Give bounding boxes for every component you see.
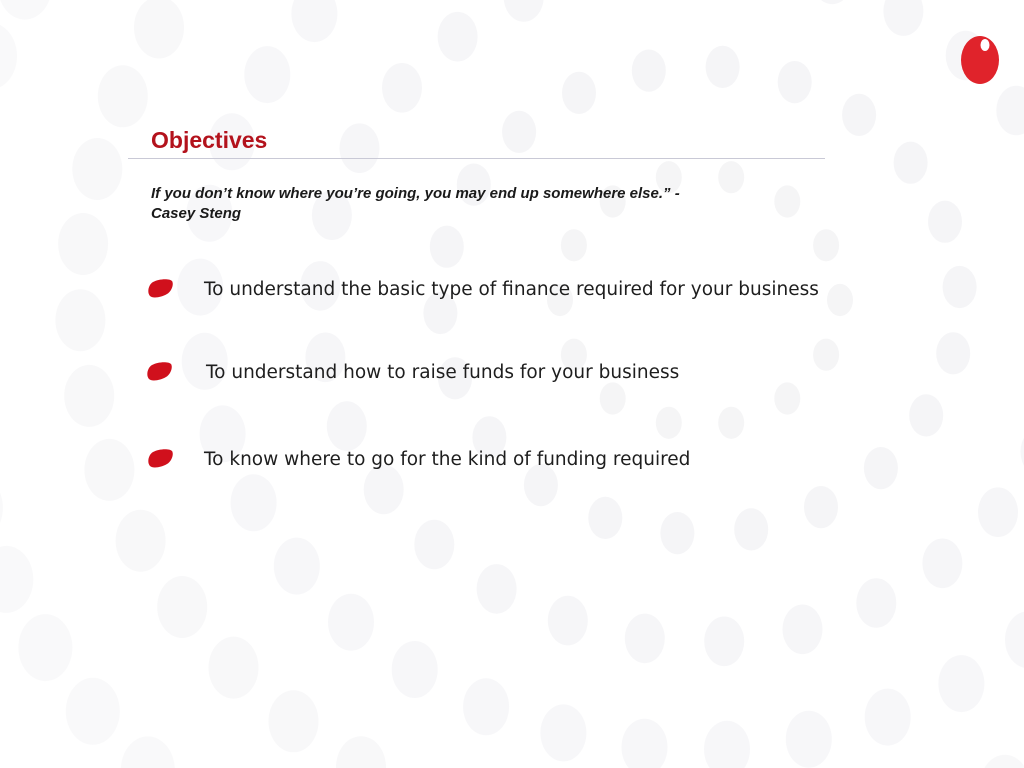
background-dot bbox=[978, 487, 1018, 537]
background-dot bbox=[842, 94, 876, 136]
background-dot bbox=[706, 46, 740, 88]
quote-line-1: If you don’t know where you’re going, you may end up somewhere else.” - bbox=[151, 185, 680, 202]
background-dot bbox=[856, 578, 896, 628]
background-dot bbox=[72, 138, 122, 200]
background-dot bbox=[718, 407, 744, 439]
background-dot bbox=[938, 655, 984, 712]
red-blob-bullet-icon bbox=[146, 362, 172, 382]
background-dot bbox=[561, 229, 587, 261]
background-dot bbox=[734, 508, 768, 550]
background-dot bbox=[269, 690, 319, 752]
background-dot bbox=[0, 546, 33, 613]
objective-item bbox=[147, 449, 907, 477]
background-dot bbox=[244, 46, 290, 103]
objective-item bbox=[147, 279, 907, 307]
background-dot bbox=[865, 689, 911, 746]
background-dot bbox=[340, 123, 380, 173]
background-dot bbox=[414, 520, 454, 570]
background-dot bbox=[632, 50, 666, 92]
background-dot bbox=[936, 332, 970, 374]
background-dot bbox=[548, 596, 588, 646]
background-dot bbox=[382, 63, 422, 113]
background-dot bbox=[909, 394, 943, 436]
background-dot bbox=[55, 289, 105, 351]
slide-title: Objectives bbox=[151, 127, 268, 153]
background-dot bbox=[704, 721, 750, 768]
background-dot bbox=[660, 512, 694, 554]
background-dot bbox=[928, 201, 962, 243]
background-dot bbox=[996, 86, 1024, 136]
background-dot bbox=[66, 678, 120, 745]
background-dot bbox=[1021, 427, 1024, 477]
background-dot bbox=[392, 641, 438, 698]
background-dot bbox=[209, 637, 259, 699]
background-dot bbox=[477, 564, 517, 614]
background-dot bbox=[291, 0, 337, 42]
background-dot bbox=[894, 142, 928, 184]
background-dot bbox=[625, 614, 665, 664]
background-dot bbox=[704, 617, 744, 667]
background-dot bbox=[231, 474, 277, 531]
background-dot bbox=[783, 605, 823, 655]
background-dot bbox=[430, 226, 464, 268]
background-dot bbox=[883, 0, 923, 36]
background-dot bbox=[622, 719, 668, 768]
background-dot bbox=[98, 65, 148, 127]
background-dot bbox=[336, 736, 386, 768]
background-dot bbox=[121, 736, 175, 768]
background-dot bbox=[922, 539, 962, 589]
background-dot bbox=[116, 510, 166, 572]
background-dot bbox=[438, 12, 478, 62]
objective-item bbox=[146, 362, 906, 390]
background-dot bbox=[804, 486, 838, 528]
background-dot bbox=[274, 538, 320, 595]
background-dot bbox=[18, 614, 72, 681]
red-drop-logo-icon bbox=[958, 32, 1002, 86]
background-dot bbox=[813, 229, 839, 261]
background-dot bbox=[327, 401, 367, 451]
background-dot bbox=[562, 72, 596, 114]
quote bbox=[151, 184, 791, 224]
red-blob-bullet-icon bbox=[147, 279, 173, 299]
background-dot bbox=[328, 594, 374, 651]
background-dot bbox=[980, 755, 1024, 768]
background-dot bbox=[0, 0, 52, 20]
objective-text: To understand the basic type of finance required for your business bbox=[204, 279, 819, 300]
background-dot bbox=[540, 704, 586, 761]
background-dot bbox=[0, 474, 3, 541]
background-dot bbox=[157, 576, 207, 638]
background-dot bbox=[58, 213, 108, 275]
objective-text: To know where to go for the kind of funding required bbox=[204, 449, 691, 470]
background-dot bbox=[812, 0, 852, 4]
quote-line-2: Casey Steng bbox=[151, 205, 242, 222]
background-dot bbox=[463, 678, 509, 735]
background-dot bbox=[502, 111, 536, 153]
red-blob-bullet-icon bbox=[147, 449, 173, 469]
objective-text: To understand how to raise funds for your business bbox=[206, 362, 680, 383]
background-dot bbox=[588, 497, 622, 539]
background-dot bbox=[656, 407, 682, 439]
background-dot bbox=[1005, 611, 1024, 668]
background-dot bbox=[504, 0, 544, 22]
background-dot bbox=[943, 266, 977, 308]
background-dot bbox=[134, 0, 184, 59]
background-dot bbox=[786, 711, 832, 768]
background-dot bbox=[0, 23, 17, 90]
title-divider bbox=[128, 158, 825, 159]
background-dot bbox=[778, 61, 812, 103]
background-dot bbox=[64, 365, 114, 427]
background-dot bbox=[84, 439, 134, 501]
